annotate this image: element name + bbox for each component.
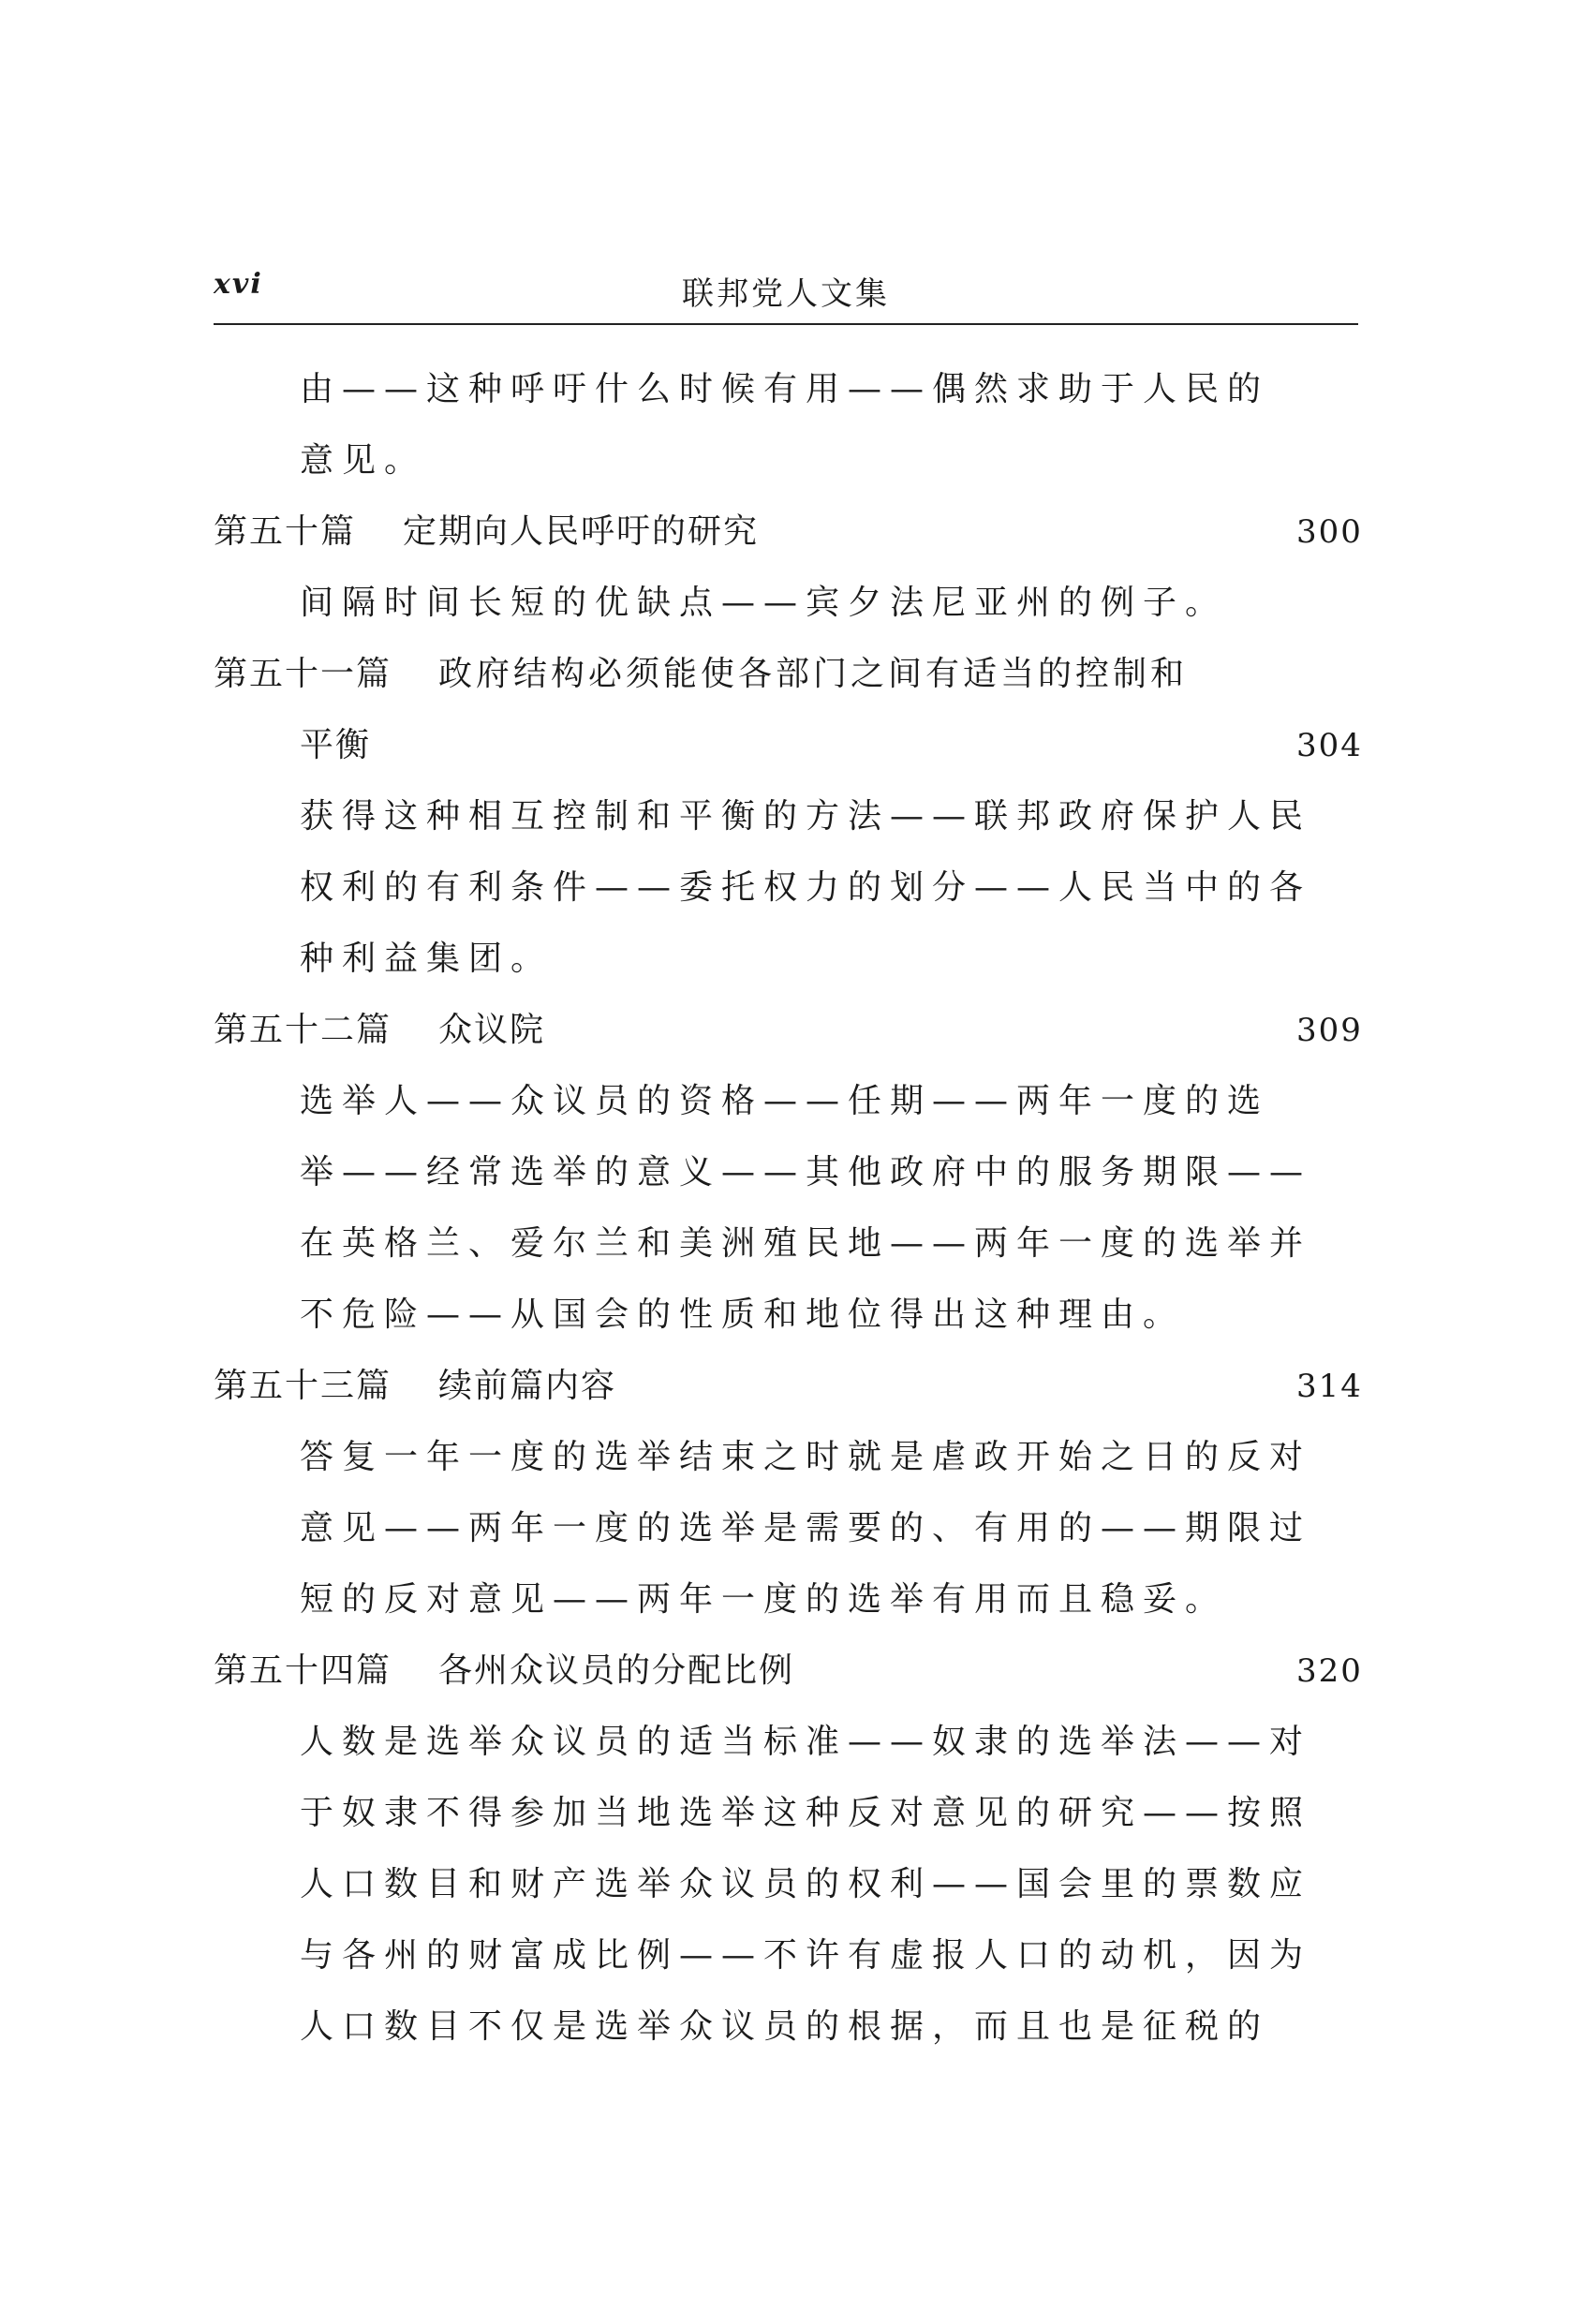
page-header [214, 260, 1358, 318]
page-folio: xvi [214, 268, 263, 301]
toc-summary-line: 人数是选举众议员的适当标准——奴隶的选举法——对 [300, 1723, 1312, 1761]
toc-summary-line: 选举人——众议员的资格——任期——两年一度的选 [300, 1082, 1270, 1120]
toc-page-number: 309 [1296, 1012, 1363, 1049]
toc-summary-line: 意见。 [300, 441, 427, 480]
toc-dot-leader [626, 1351, 1276, 1422]
toc-chapter-title: 平衡 [300, 726, 372, 764]
table-of-contents [214, 354, 1363, 2063]
toc-entry-heading [214, 995, 545, 1066]
toc-summary-line: 由——这种呼吁什么时候有用——偶然求助于人民的 [300, 370, 1270, 408]
toc-dot-leader [555, 995, 1276, 1066]
toc-entry [214, 1636, 1363, 1707]
toc-chapter-number: 第五十二篇 [214, 1011, 392, 1049]
toc-entry-heading [214, 639, 1188, 710]
toc-chapter-number: 第五十一篇 [214, 655, 392, 693]
toc-chapter-number: 第五十篇 [214, 512, 357, 551]
toc-page-number: 304 [1296, 727, 1363, 764]
toc-dot-leader [804, 1636, 1276, 1707]
toc-summary-line: 答复一年一度的选举结束之时就是虐政开始之日的反对 [300, 1438, 1312, 1476]
toc-chapter-title: 政府结构必须能使各部门之间有适当的控制和 [438, 655, 1189, 693]
toc-summary-line: 在英格兰、爱尔兰和美洲殖民地——两年一度的选举并 [300, 1224, 1312, 1263]
toc-chapter-title: 续前篇内容 [438, 1367, 617, 1405]
toc-chapter-title: 众议院 [438, 1011, 546, 1049]
toc-entry-heading [214, 496, 759, 568]
toc-entry-continuation [214, 710, 1363, 781]
toc-summary-line: 间隔时间长短的优缺点——宾夕法尼亚州的例子。 [300, 584, 1228, 622]
toc-summary-line: 人口数目和财产选举众议员的权利——国会里的票数应 [300, 1865, 1312, 1903]
toc-summary-line: 于奴隶不得参加当地选举这种反对意见的研究——按照 [300, 1794, 1312, 1832]
toc-entry [214, 1351, 1363, 1422]
toc-summary-line: 与各州的财富成比例——不许有虚报人口的动机，因为 [300, 1936, 1312, 1975]
toc-summary-line: 短的反对意见——两年一度的选举有用而且稳妥。 [300, 1580, 1228, 1619]
toc-entry-heading [214, 1636, 794, 1707]
toc-summary-line: 获得这种相互控制和平衡的方法——联邦政府保护人民 [300, 797, 1312, 836]
toc-page-number: 314 [1296, 1368, 1363, 1405]
toc-summary-line: 权利的有利条件——委托权力的划分——人民当中的各 [300, 868, 1312, 907]
toc-summary-line: 种利益集团。 [300, 940, 554, 978]
toc-dot-leader [768, 496, 1276, 568]
toc-chapter-title: 各州众议员的分配比例 [438, 1651, 795, 1690]
toc-dot-leader [380, 710, 1276, 781]
toc-summary-line: 意见——两年一度的选举是需要的、有用的——期限过 [300, 1509, 1312, 1547]
running-title: 联邦党人文集 [682, 275, 890, 313]
toc-chapter-number: 第五十三篇 [214, 1367, 392, 1405]
toc-chapter-number: 第五十四篇 [214, 1651, 392, 1690]
toc-entry [214, 995, 1363, 1066]
toc-entry [214, 639, 1358, 710]
toc-entry-heading [214, 1351, 616, 1422]
toc-summary-line: 人口数目不仅是选举众议员的根据，而且也是征税的 [300, 2007, 1270, 2046]
toc-page-number: 320 [1296, 1652, 1363, 1690]
toc-summary-line: 不危险——从国会的性质和地位得出这种理由。 [300, 1295, 1186, 1334]
toc-summary-line: 举——经常选举的意义——其他政府中的服务期限—— [300, 1153, 1312, 1192]
toc-chapter-title: 定期向人民呼吁的研究 [403, 512, 760, 551]
toc-entry [214, 496, 1363, 568]
header-rule [214, 323, 1358, 325]
toc-page-number: 300 [1296, 513, 1363, 551]
toc-entry-heading [214, 710, 371, 781]
